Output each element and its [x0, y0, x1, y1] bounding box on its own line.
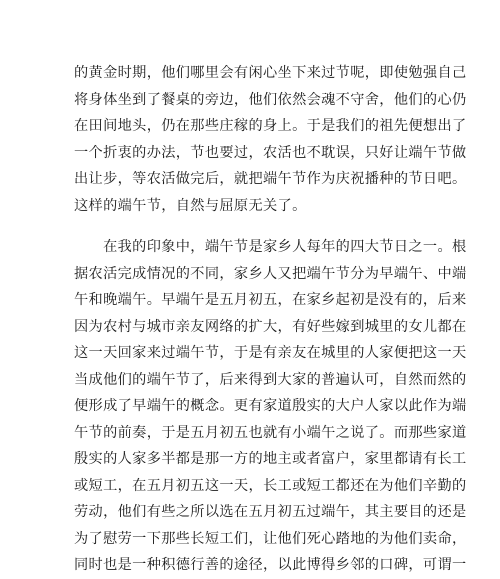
- text-line: 将身体坐到了餐桌的旁边，他们依然会魂不守舍，他们的心仍: [74, 91, 467, 108]
- text-line: 殷实的人家多半都是那一方的地主或者富户，家里都请有长工: [74, 451, 467, 467]
- text-line: 午节的前奏，于是五月初五也就有小端午之说了。而那些家道: [74, 424, 467, 441]
- text-line: 为了慰劳一下那些长短工们，让他们死心踏地的为他们卖命，: [74, 530, 467, 547]
- text-line: 出让步，等农活做完后，就把端午节作为庆祝播种的节日吧。: [74, 171, 467, 187]
- paragraph-1: [74, 60, 467, 219]
- text-line: 一个折衷的办法，节也要过，农活也不耽误，只好让端午节做: [74, 144, 467, 161]
- text-line: 在田间地头，仍在那些庄稼的身上。于是我们的祖先便想出了: [74, 118, 467, 134]
- text-line: 因为农村与城市亲友网络的扩大，有好些嫁到城里的女儿都在: [74, 318, 467, 335]
- text-line: 便形成了早端午的概念。更有家道殷实的大户人家以此作为端: [74, 398, 467, 414]
- text-line: 在我的印象中，端午节是家乡人每年的四大节日之一。根: [74, 239, 467, 255]
- text-line: 据农活完成情况的不同，家乡人又把端午节分为早端午、中端: [74, 265, 467, 282]
- text-line: 同时也是一种积德行善的途径，以此博得乡邻的口碑，可谓一: [74, 557, 467, 573]
- text-line: 劳动，他们有些之所以选在五月初五过端午，其主要目的还是: [74, 504, 467, 520]
- paragraph-2: [74, 234, 467, 579]
- text-line: 这一天回家来过端午节，于是有亲友在城里的人家便把这一天: [74, 345, 467, 361]
- text-line: 或短工，在五月初五这一天，长工或短工都还在为他们辛勤的: [74, 477, 467, 494]
- text-line: 当成他们的端午节了，后来得到大家的普遍认可，自然而然的: [74, 371, 467, 388]
- document-page: [74, 60, 467, 579]
- text-line: 午和晚端午。早端午是五月初五，在家乡起初是没有的，后来: [74, 292, 467, 308]
- text-line: 的黄金时期，他们哪里会有闲心坐下来过节呢，即使勉强自己: [74, 65, 467, 81]
- paragraph-spacer: [74, 219, 426, 234]
- text-line: 这样的端午节，自然与屈原无关了。: [74, 197, 307, 214]
